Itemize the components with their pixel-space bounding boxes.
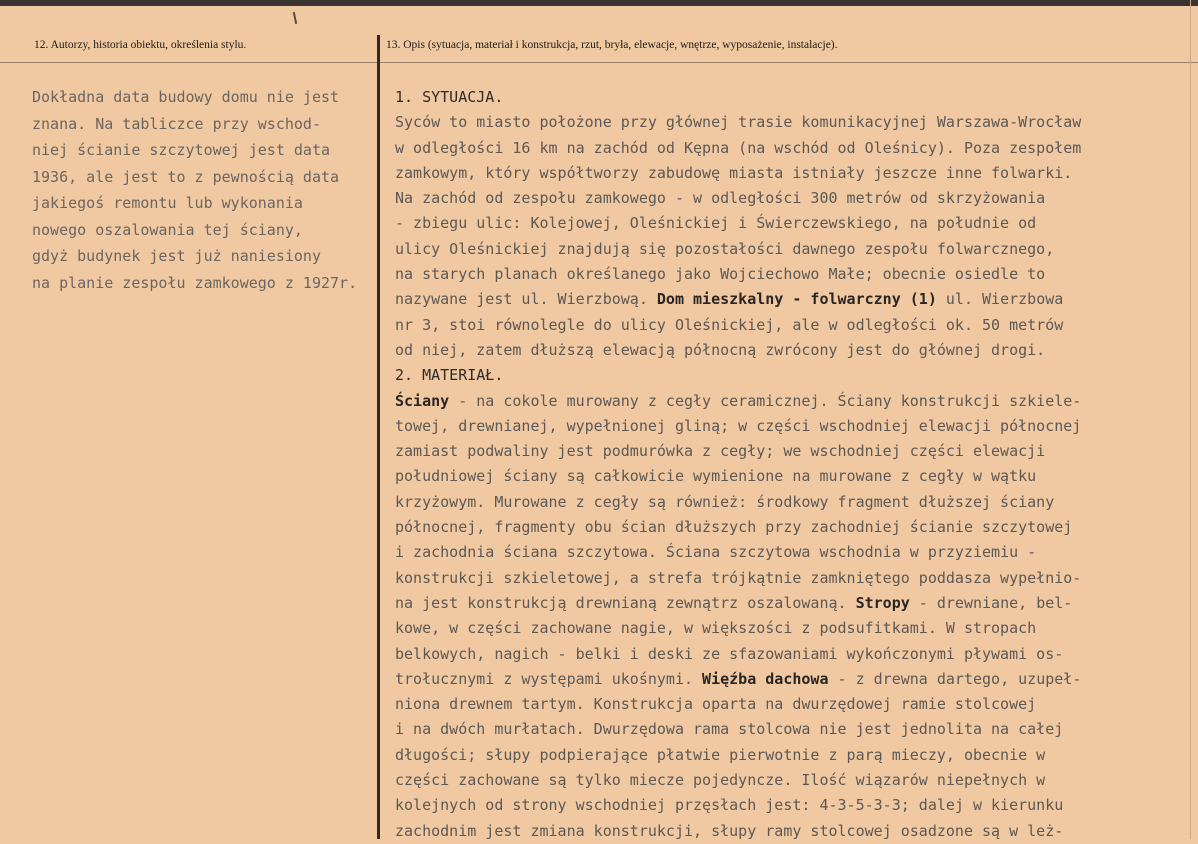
history-line: Dokładna data budowy domu nie jest xyxy=(32,88,340,106)
section-12-header: 12. Autorzy, historia obiektu, określenia stylu. xyxy=(34,39,247,51)
material-line: kolejnych od strony wschodniej przęsłach jest: 4-3-5-3-3; dalej w kierunku xyxy=(395,796,1064,815)
situation-line xyxy=(395,287,1185,312)
material-line: i zachodnia ściana szczytowa. Ściana szczytowa wschodnia w przyziemiu - xyxy=(395,543,1037,562)
material-line: i na dwóch murłatach. Dwurzędowa rama stolcowa nie jest jednolita na całej xyxy=(395,720,1064,739)
history-text xyxy=(32,84,377,296)
section-13-header: 13. Opis (sytuacja, materiał i konstrukcja, rzut, bryła, elewacje, wnętrze, wyposażenie, instalacje). xyxy=(386,39,838,51)
material-line: towej, drewnianej, wypełnionej gliną; w części wschodniej elewacji północnej xyxy=(395,416,1082,435)
situation-line: nr 3, stoi równolegle do ulicy Oleśnickiej, ale w odległości ok. 50 metrów xyxy=(395,315,1064,334)
material-line: zamiast podwaliny jest podmurówka z cegły; we wschodniej części elewacji xyxy=(395,442,1046,461)
material-line: niona drewnem tartym. Konstrukcja oparta na dwurzędowej ramie stolcowej xyxy=(395,695,1037,714)
material-line xyxy=(395,667,1185,692)
situation-line: w odległości 16 km na zachód od Kępna (na wschód od Oleśnicy). Poza zespołem xyxy=(395,138,1082,157)
situation-line: Na zachód od zespołu zamkowego - w odległości 300 metrów od skrzyżowania xyxy=(395,189,1046,208)
history-line: nowego oszalowania tej ściany, xyxy=(32,220,303,239)
material-line: części zachowane są tylko miecze pojedyncze. Ilość wiązarów niepełnych w xyxy=(395,771,1046,790)
material-line xyxy=(395,591,1185,616)
text-fragment: - na cokole murowany z cegły ceramicznej. Ściany konstrukcji szkiele- xyxy=(449,391,1082,410)
history-line: gdyż budynek jest już naniesiony xyxy=(32,247,321,265)
text-fragment: na jest konstrukcją drewnianą zewnątrz oszalowaną. xyxy=(395,593,856,612)
term-ceilings: Stropy xyxy=(855,593,910,612)
heading-situation: 1. SYTUACJA. xyxy=(395,88,504,106)
text-fragment: - drewniane, bel- xyxy=(909,593,1073,612)
situation-line: na starych planach określanego jako Wojciechowo Małe; obecnie osiedle to xyxy=(395,265,1046,284)
material-line: północnej, fragmenty obu ścian dłuższych przy zachodniej ścianie szczytowej xyxy=(395,518,1073,537)
material-line: długości; słupy podpierające płatwie pierwotnie z parą mieczy, obecnie w xyxy=(395,745,1046,764)
material-line: konstrukcji szkieletowej, a strefa trójkątnie zamkniętego poddasza wypełnio- xyxy=(395,568,1082,587)
history-line: na planie zespołu zamkowego z 1927r. xyxy=(32,273,358,292)
material-line: belkowych, nagich - belki i deski ze sfazowaniami wykończonymi pływami os- xyxy=(395,644,1064,663)
history-line: znana. Na tabliczce przy wschod- xyxy=(32,114,321,133)
history-line: niej ścianie szczytowej jest data xyxy=(32,141,331,159)
history-line: 1936, ale jest to z pewnością data xyxy=(32,167,340,186)
heading-material: 2. MATERIAŁ. xyxy=(395,366,504,385)
material-line: zachodnim jest zmiana konstrukcji, słupy ramy stolcowej osadzone są w leż- xyxy=(395,821,1064,840)
material-line xyxy=(395,389,1185,414)
page-edge xyxy=(1190,0,1191,839)
description-text xyxy=(395,85,1185,844)
situation-line: - zbiegu ulic: Kolejowej, Oleśnickiej i Świerczewskiego, na południe od xyxy=(395,214,1037,233)
text-fragment: nazywane jest ul. Wierzbową. xyxy=(395,290,657,309)
header-rule xyxy=(0,62,1198,63)
text-fragment: ul. Wierzbowa xyxy=(936,290,1064,309)
building-name: Dom mieszkalny - folwarczny (1) xyxy=(656,290,937,309)
term-roof-truss: Więźba dachowa xyxy=(702,669,829,688)
material-line: kowe, w części zachowane nagie, w większości z podsufitkami. W stropach xyxy=(395,619,1037,638)
situation-line: ulicy Oleśnickiej znajdują się pozostałości dawnego zespołu folwarcznego, xyxy=(395,239,1055,258)
text-fragment: trołucznymi z występami ukośnymi. xyxy=(395,669,703,688)
history-line: jakiegoś remontu lub wykonania xyxy=(32,194,303,212)
material-line: krzyżowym. Murowane z cegły są również: środkowy fragment dłuższej ściany xyxy=(395,492,1055,511)
term-walls: Ściany xyxy=(395,391,450,410)
material-line: południowej ściany są całkowicie wymienione na murowane z cegły w wątku xyxy=(395,467,1037,486)
situation-line: od niej, zatem dłuższą elewacją północną zwrócony jest do głównej drogi. xyxy=(395,340,1046,359)
top-border xyxy=(0,0,1198,6)
text-fragment: - z drewna dartego, uzupeł- xyxy=(828,669,1082,688)
situation-line: zamkowym, który współtworzy zabudowę miasta istniały jeszcze inne folwarki. xyxy=(395,163,1073,182)
pen-mark xyxy=(293,12,297,24)
column-divider xyxy=(377,35,380,839)
situation-line: Syców to miasto położone przy głównej trasie komunikacyjnej Warszawa-Wrocław xyxy=(395,113,1082,132)
